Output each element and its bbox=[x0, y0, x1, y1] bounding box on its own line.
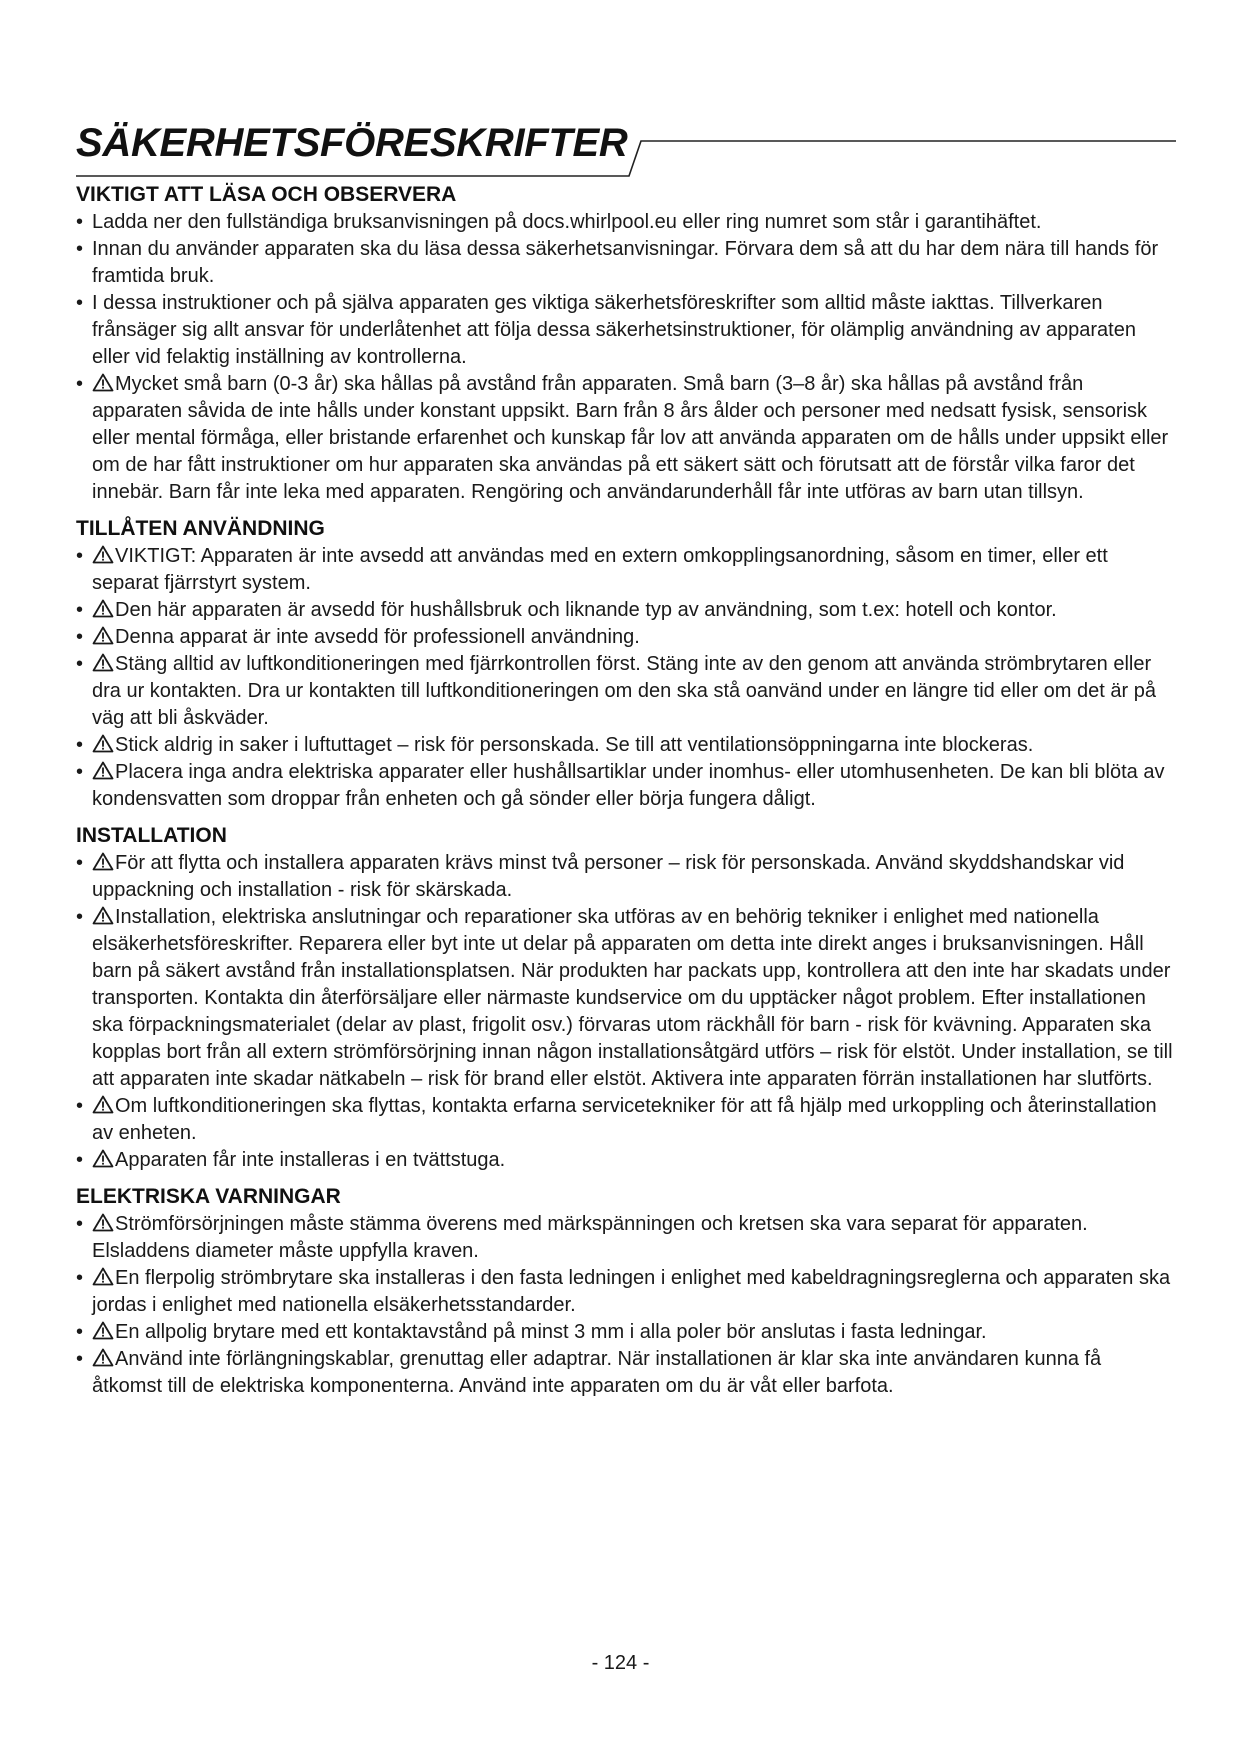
item-text: Placera inga andra elektriska apparater eller hushållsartiklar under inomhus- eller utomhusenheten. De kan bli blöta av kondensvatten som droppar från enheten och gå sönder eller börja fungera dåligt. bbox=[92, 761, 1165, 810]
title-row bbox=[76, 118, 1176, 180]
list-item bbox=[76, 1147, 1176, 1174]
item-text: Stick aldrig in saker i luftuttaget – risk för personskada. Se till att ventilationsöppningarna inte blockeras. bbox=[115, 734, 1034, 756]
bullet-marker: • bbox=[76, 373, 84, 395]
page-number: - 124 - bbox=[591, 1652, 650, 1674]
bullet-marker: • bbox=[76, 292, 84, 314]
warning-triangle-icon bbox=[92, 653, 114, 672]
warning-triangle-icon bbox=[92, 1348, 114, 1367]
item-extra-text: Elsladdens diameter måste uppfylla kraven. bbox=[92, 1240, 479, 1262]
section bbox=[76, 182, 1176, 506]
section bbox=[76, 823, 1176, 1174]
bullet-marker: • bbox=[76, 653, 84, 675]
warning-triangle-icon bbox=[92, 599, 114, 618]
item-text: För att flytta och installera apparaten krävs minst två personer – risk för personskada. Använd skyddshandskar vid uppackning och installation - risk för skärskada. bbox=[92, 852, 1125, 901]
list-item bbox=[76, 543, 1176, 597]
item-text: Apparaten får inte installeras i en tvättstuga. bbox=[115, 1149, 506, 1171]
bullet-list bbox=[76, 850, 1176, 1174]
warning-triangle-icon bbox=[92, 1267, 114, 1286]
list-item bbox=[76, 371, 1176, 506]
list-item bbox=[76, 290, 1176, 371]
item-text: VIKTIGT: Apparaten är inte avsedd att användas med en extern omkopplingsanordning, såsom en timer, eller ett separat fjärrstyrt system. bbox=[92, 545, 1108, 594]
bullet-marker: • bbox=[76, 1095, 84, 1117]
item-text: En allpolig brytare med ett kontaktavstånd på minst 3 mm i alla poler bör anslutas i fasta ledningar. bbox=[115, 1321, 987, 1343]
item-text: Installation, elektriska anslutningar och reparationer ska utföras av en behörig tekniker i enlighet med nationella elsäkerhetsföreskrifter. Reparera eller byt inte ut delar på apparaten om detta inte direkt anges i bruksanvisningen. Håll barn på säkert avstånd från installationsplatsen. När produkten har packats upp, kontrollera att den inte har skadats under transporten. Kontakta din återförsäljare eller närmaste kundservice om du upptäcker något problem. Efter installationen ska förpackningsmaterialet (delar av plast, frigolit osv.) förvaras utom räckhåll för barn - risk för kvävning. Apparaten ska kopplas bort från all extern strömförsörjning innan någon installationsåtgärd utförs – risk för elstöt. Under installation, se till att apparaten inte skadar nätkabeln – risk för brand eller elstöt. Aktivera inte apparaten förrän installationen har slutförts. bbox=[92, 906, 1173, 1090]
bullet-marker: • bbox=[76, 906, 84, 928]
bullet-marker: • bbox=[76, 1213, 84, 1235]
bullet-marker: • bbox=[76, 1267, 84, 1289]
warning-triangle-icon bbox=[92, 1213, 114, 1232]
section-heading: VIKTIGT ATT LÄSA OCH OBSERVERA bbox=[76, 183, 457, 206]
list-item bbox=[76, 759, 1176, 813]
list-item bbox=[76, 236, 1176, 290]
item-text: Denna apparat är inte avsedd för professionell användning. bbox=[115, 626, 640, 648]
list-item bbox=[76, 1093, 1176, 1147]
bullet-marker: • bbox=[76, 626, 84, 648]
list-item bbox=[76, 651, 1176, 732]
section bbox=[76, 1184, 1176, 1400]
warning-triangle-icon bbox=[92, 1321, 114, 1340]
bullet-marker: • bbox=[76, 761, 84, 783]
bullet-marker: • bbox=[76, 211, 84, 233]
item-text: En flerpolig strömbrytare ska installeras i den fasta ledningen i enlighet med kabeldragningsreglerna och apparaten ska jordas i enlighet med nationella elsäkerhetsstandarder. bbox=[92, 1267, 1171, 1316]
warning-triangle-icon bbox=[92, 1149, 114, 1168]
list-item bbox=[76, 597, 1176, 624]
list-item bbox=[76, 904, 1176, 1093]
section bbox=[76, 516, 1176, 813]
item-text: Strömförsörjningen måste stämma överens med märkspänningen och kretsen ska vara separat för apparaten. bbox=[115, 1213, 1088, 1235]
item-text: Stäng alltid av luftkonditioneringen med fjärrkontrollen först. Stäng inte av den genom att använda strömbrytaren eller dra ur kontakten. Dra ur kontakten till luftkonditioneringen om den ska stå oanvänd under en längre tid eller om det är på väg att bli åskväder. bbox=[92, 653, 1156, 729]
bullet-marker: • bbox=[76, 852, 84, 874]
bullet-list bbox=[76, 1211, 1176, 1400]
section-heading: ELEKTRISKA VARNINGAR bbox=[76, 1185, 341, 1208]
bullet-marker: • bbox=[76, 734, 84, 756]
document-page bbox=[76, 118, 1176, 1400]
list-item bbox=[76, 209, 1176, 236]
list-item bbox=[76, 850, 1176, 904]
item-text: Den här apparaten är avsedd för hushållsbruk och liknande typ av användning, som t.ex: hotell och kontor. bbox=[115, 599, 1057, 621]
item-text: Om luftkonditioneringen ska flyttas, kontakta erfarna servicetekniker för att få hjälp med urkoppling och återinstallation av enheten. bbox=[92, 1095, 1157, 1144]
item-text: Använd inte förlängningskablar, grenuttag eller adaptrar. När installationen är klar ska inte användaren kunna få åtkomst till de elektriska komponenterna. Använd inte apparaten om du är våt eller barfota. bbox=[92, 1348, 1102, 1397]
section-heading: TILLÅTEN ANVÄNDNING bbox=[76, 517, 325, 540]
bullet-marker: • bbox=[76, 599, 84, 621]
warning-triangle-icon bbox=[92, 545, 114, 564]
bullet-list bbox=[76, 543, 1176, 813]
bullet-marker: • bbox=[76, 545, 84, 567]
warning-triangle-icon bbox=[92, 373, 114, 392]
list-item bbox=[76, 1211, 1176, 1265]
list-item bbox=[76, 1265, 1176, 1319]
item-text: Innan du använder apparaten ska du läsa dessa säkerhetsanvisningar. Förvara dem så att du har dem nära till hands för framtida bruk. bbox=[92, 238, 1159, 287]
section-heading: INSTALLATION bbox=[76, 824, 227, 847]
item-text: Ladda ner den fullständiga bruksanvisningen på docs.whirlpool.eu eller ring numret som står i garantihäftet. bbox=[92, 211, 1042, 233]
item-text: Mycket små barn (0-3 år) ska hållas på avstånd från apparaten. Små barn (3–8 år) ska hållas på avstånd från apparaten såvida de inte hålls under konstant uppsikt. Barn från 8 års ålder och personer med nedsatt fysisk, sensorisk eller mental förmåga, eller bristande erfarenhet och kunskap får lov att använda apparaten om de hålls under uppsikt eller om de har fått instruktioner om hur apparaten ska användas på ett säkert sätt och förutsatt att de förstår vilka faror det innebär. Barn får inte leka med apparaten. Rengöring och användarunderhåll får inte utföras av barn utan tillsyn. bbox=[92, 373, 1169, 503]
item-text: I dessa instruktioner och på själva apparaten ges viktiga säkerhetsföreskrifter som alltid måste iakttas. Tillverkaren frånsäger sig allt ansvar för underlåtenhet att följa dessa säkerhetsinstruktioner, för olämplig användning av apparaten eller vid felaktig inställning av kontrollerna. bbox=[92, 292, 1136, 368]
bullet-marker: • bbox=[76, 1321, 84, 1343]
list-item bbox=[76, 1319, 1176, 1346]
page-title: SÄKERHETSFÖRESKRIFTER bbox=[76, 121, 628, 165]
bullet-marker: • bbox=[76, 238, 84, 260]
warning-triangle-icon bbox=[92, 906, 114, 925]
warning-triangle-icon bbox=[92, 734, 114, 753]
warning-triangle-icon bbox=[92, 761, 114, 780]
sections-container bbox=[76, 182, 1176, 1400]
bullet-marker: • bbox=[76, 1149, 84, 1171]
list-item bbox=[76, 732, 1176, 759]
bullet-marker: • bbox=[76, 1348, 84, 1370]
warning-triangle-icon bbox=[92, 852, 114, 871]
warning-triangle-icon bbox=[92, 626, 114, 645]
warning-triangle-icon bbox=[92, 1095, 114, 1114]
list-item bbox=[76, 1346, 1176, 1400]
list-item bbox=[76, 624, 1176, 651]
bullet-list bbox=[76, 209, 1176, 506]
